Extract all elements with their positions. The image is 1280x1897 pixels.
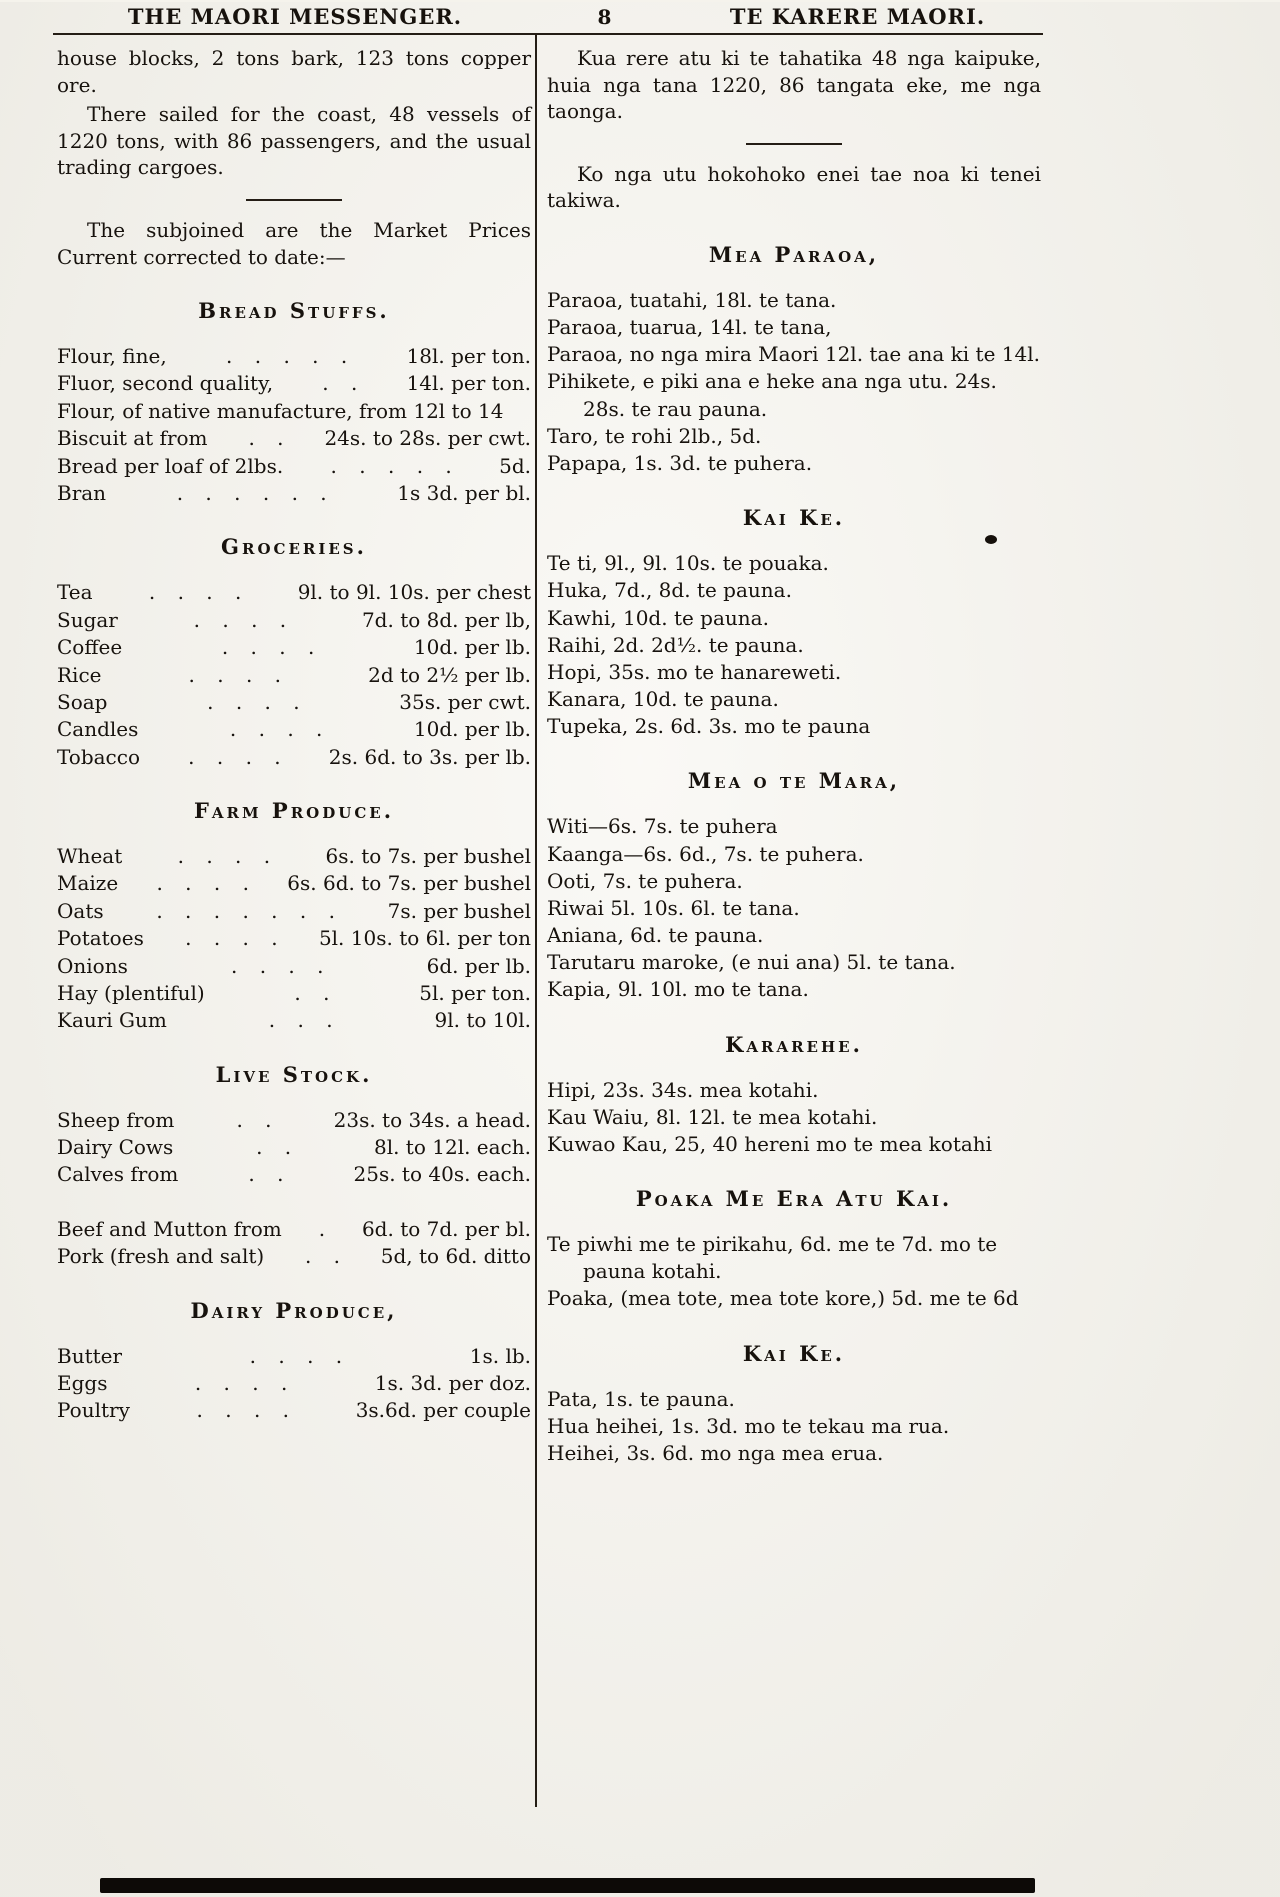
maori-price-line: Pihikete, e piki ana e heke ana nga utu. 24s. 28s. te rau pauna. [547,369,997,421]
maori-price-line: Kapia, 9l. 10l. mo te tana. [547,977,809,1002]
maori-price-line: Witi—6s. 7s. te puhera [547,814,778,839]
dot-leader: . . . . [249,1343,343,1368]
item-label: Eggs [57,1370,108,1395]
page-number: 8 [597,5,613,29]
item-price: 3s.6d. per couple [355,1398,531,1423]
item-label: Hay (plentiful) [57,980,205,1005]
section-heading: Mea Paraoa, [708,241,880,267]
maori-price-line: Te ti, 9l., 9l. 10s. te pouaka. [547,551,829,576]
item-price: 6d. per lb. [426,953,531,978]
price-section [547,1340,1041,1467]
item-price: 6s. 6d. to 7s. per bushel [287,871,531,896]
dot-leader: . . [236,1107,272,1132]
dot-leader: . . . . . [226,344,348,369]
price-row [57,1397,531,1423]
paragraph-cargo: house blocks, 2 tons bark, 123 tons copper ore. [57,46,531,97]
dot-leader: . . [304,1244,341,1269]
dot-leader: . . . . [148,580,242,605]
item-price: 8l. to 12l. each. [373,1135,531,1160]
item-label: Potatoes [57,926,144,951]
price-row [57,1107,531,1133]
item-price: 5l. 10s. to 6l. per ton [318,926,531,951]
maori-price-line: Pata, 1s. te pauna. [547,1386,735,1411]
section-divider-rule [246,199,342,201]
dot-leader: . . . . [230,953,324,978]
maori-price-line: Taro, te rohi 2lb., 5d. [547,423,762,448]
item-label: Flour, fine, [57,344,167,369]
maori-price-line: Riwai 5l. 10s. 6l. te tana. [547,895,800,920]
price-rows [57,843,531,1034]
price-row [57,689,531,715]
dot-leader: . . . . . . . [156,898,335,923]
maori-price-line: Hopi, 35s. mo te hanareweti. [547,659,842,684]
item-price: 2s. 6d. to 3s. per lb. [328,744,531,769]
price-lines [547,287,1041,477]
price-section [57,797,531,1034]
dot-leader: . [318,1216,326,1241]
dot-leader: . . . . [193,607,287,632]
maori-price-line: Kau Waiu, 8l. 12l. te mea kotahi. [547,1104,878,1129]
price-row [57,425,531,451]
price-lines [547,1077,1041,1159]
item-price: 1s. 3d. per doz. [374,1370,531,1395]
dot-leader: . . . . . . [176,481,327,506]
maori-column [537,35,1043,1807]
item-label: Bread per loaf of 2lbs. [57,453,284,478]
item-label: Flour, of native manufacture, from 12l to 14 [57,398,504,423]
price-section [547,1031,1041,1158]
section-heading: Poaka Me Era Atu Kai. [635,1186,953,1212]
price-section [57,533,531,770]
item-price: 5d. [499,453,531,478]
price-section [57,1061,531,1270]
item-price: 10d. per lb. [413,717,531,742]
price-row [57,662,531,688]
price-row [57,716,531,742]
price-row [57,579,531,605]
item-label: Dairy Cows [57,1135,174,1160]
dot-leader: . . . . [221,635,315,660]
item-label: Rice [57,662,102,687]
scan-artifact-bar [100,1878,1035,1893]
section-heading: Farm Produce. [193,798,395,824]
item-price: 6d. to 7d. per bl. [361,1216,531,1241]
maori-price-line: Poaka, (mea tote, mea tote kore,) 5d. me te 6d [547,1286,1019,1311]
item-label: Bran [57,481,107,506]
price-row [57,744,531,770]
price-section [547,504,1041,740]
item-label: Pork (fresh and salt) [57,1244,265,1269]
item-label: Sheep from [57,1107,175,1132]
dot-leader: . . . . [185,926,278,951]
item-price: 1s 3d. per bl. [397,481,531,506]
price-row [57,1216,531,1242]
masthead-title-maori: TE KARERE MAORI. [729,4,986,29]
price-rows [57,343,531,506]
maori-price-line: Heihei, 3s. 6d. mo nga mea erua. [547,1440,884,1465]
price-row [57,343,531,369]
price-row [57,953,531,979]
dot-leader: . . . . [207,689,300,714]
maori-price-line: Kawhi, 10d. te pauna. [547,605,769,630]
price-row [57,870,531,896]
maori-price-line: Hua heihei, 1s. 3d. mo te tekau ma rua. [547,1413,950,1438]
item-label: Candles [57,717,139,742]
price-row [57,980,531,1006]
price-section [57,1297,531,1424]
ink-blot [985,535,997,544]
dot-leader: . . . [268,1008,333,1033]
item-price: 1s. lb. [469,1343,531,1368]
maori-price-line: Kanara, 10d. te pauna. [547,687,779,712]
price-row [57,898,531,924]
maori-price-line: Paraoa, tuarua, 14l. te tana, [547,315,832,340]
maori-price-line: Tupeka, 2s. 6d. 3s. mo te pauna [547,714,871,739]
dot-leader: . . . . . [330,453,452,478]
maori-price-line: Huka, 7d., 8d. te pauna. [547,578,792,603]
masthead-title-english: THE MAORI MESSENGER. [127,4,463,29]
dot-leader: . . [248,1162,284,1187]
item-label: Tea [57,580,93,605]
price-section [57,297,531,506]
item-price: 9l. to 10l. [434,1008,531,1033]
price-rows [57,1343,531,1424]
maori-price-line: Kuwao Kau, 25, 40 hereni mo te mea kotahi [547,1131,993,1156]
maori-price-line: Tarutaru maroke, (e nui ana) 5l. te tana. [547,950,956,975]
dot-leader: . . [322,371,358,396]
item-price: 18l. per ton. [406,344,531,369]
section-heading: Kai Ke. [742,505,846,531]
section-heading: Kararehe. [725,1031,863,1057]
maori-price-line: Hipi, 23s. 34s. mea kotahi. [547,1077,819,1102]
item-price: 6s. to 7s. per bushel [325,844,531,868]
item-label: Soap [57,689,108,714]
price-row [57,1134,531,1160]
price-row [57,370,531,396]
item-price: 7d. to 8d. per lb, [361,607,531,632]
item-label: Fluor, second quality, [57,371,274,396]
section-heading: Groceries. [221,534,367,560]
maori-price-line: Te piwhi me te pirikahu, 6d. me te 7d. mo te pauna kotahi. [547,1232,998,1284]
dot-leader: . . . . [196,1398,290,1423]
item-label: Coffee [57,635,123,660]
item-price: 5d, to 6d. ditto [380,1244,531,1269]
price-lines [547,813,1041,1003]
price-row [57,1161,531,1187]
item-label: Maize [57,871,119,896]
item-price: 25s. to 40s. each. [353,1162,531,1187]
price-row [57,1343,531,1369]
section-heading: Mea o te Mara, [687,768,901,794]
paragraph-kua-rere: Kua rere atu ki te tahatika 48 nga kaipuke, huia nga tana 1220, 86 tangata eke, me nga taonga. [547,46,1041,124]
price-lines [547,1386,1041,1468]
price-row [57,1370,531,1396]
item-price: 24s. to 28s. per cwt. [324,426,531,451]
maori-price-sections [547,241,1041,1467]
item-label: Oats [57,898,104,923]
price-section [547,1185,1041,1312]
price-section [547,241,1041,477]
price-row [57,453,531,479]
price-rows [57,1107,531,1270]
price-row [57,480,531,506]
price-row [57,398,531,424]
item-label: Butter [57,1343,123,1368]
item-price: 5l. per ton. [419,980,531,1005]
price-row [57,634,531,660]
dot-leader: . . . . [156,871,249,896]
price-rows [57,579,531,770]
english-price-sections [57,297,531,1424]
section-heading: Kai Ke. [742,1340,846,1366]
item-label: Beef and Mutton from [57,1216,282,1241]
section-heading: Live Stock. [215,1061,373,1087]
item-label: Wheat [57,844,123,868]
two-column-layout [53,35,1043,1807]
item-label: Biscuit at from [57,426,208,451]
maori-price-line: Raihi, 2d. 2d½. te pauna. [547,632,804,657]
maori-price-line: Aniana, 6d. te pauna. [547,923,764,948]
price-row [57,1007,531,1033]
paragraph-subjoined: The subjoined are the Market Prices Current corrected to date:— [57,217,531,269]
item-label: Calves from [57,1162,179,1187]
item-price: 10d. per lb. [413,635,531,660]
maori-price-line: Ooti, 7s. te puhera. [547,868,743,893]
item-label: Sugar [57,607,118,632]
dot-leader: . . [256,1135,292,1160]
dot-leader: . . . . [188,662,282,687]
price-section [547,767,1041,1003]
maori-price-line: Paraoa, tuatahi, 18l. te tana. [547,287,837,312]
item-label: Onions [57,953,128,978]
price-row [57,1243,531,1269]
price-row [57,925,531,951]
item-price: 14l. per ton. [406,371,531,396]
item-label: Kauri Gum [57,1008,167,1033]
dot-leader: . . [294,980,330,1005]
price-lines [547,1231,1041,1313]
maori-price-line: Kaanga—6s. 6d., 7s. te puhera. [547,841,864,866]
paragraph-sailed: There sailed for the coast, 48 vessels of 1220 tons, with 86 passengers, and the usual trading cargoes. [57,102,531,180]
item-label: Poultry [57,1398,130,1423]
section-heading: Dairy Produce, [190,1297,398,1323]
price-row [57,607,531,633]
item-price: 35s. per cwt. [399,689,531,714]
dot-leader: . . . . [188,744,281,769]
newspaper-page [0,2,1280,1897]
maori-price-line: Papapa, 1s. 3d. te puhera. [547,451,813,476]
dot-leader: . . . . [177,844,271,868]
item-price: 7s. per bushel [387,898,531,923]
dot-leader: . . . . [194,1370,288,1395]
dot-leader: . . [248,426,284,451]
english-column [53,35,535,1807]
paragraph-ko-nga-utu: Ko nga utu hokohoko enei tae noa ki tenei takiwa. [547,161,1041,213]
maori-price-line: Paraoa, no nga mira Maori 12l. tae ana ki te 14l. [547,342,1040,367]
dot-leader: . . . . [229,717,323,742]
price-lines [547,550,1041,740]
item-label: Tobacco [57,744,140,769]
item-price: 2d to 2½ per lb. [368,662,531,687]
item-price: 23s. to 34s. a head. [333,1107,531,1132]
item-price: 9l. to 9l. 10s. per chest [297,580,531,605]
masthead [55,2,1040,29]
price-row [57,843,531,869]
section-divider-rule [746,143,842,145]
section-heading: Bread Stuffs. [198,298,390,324]
